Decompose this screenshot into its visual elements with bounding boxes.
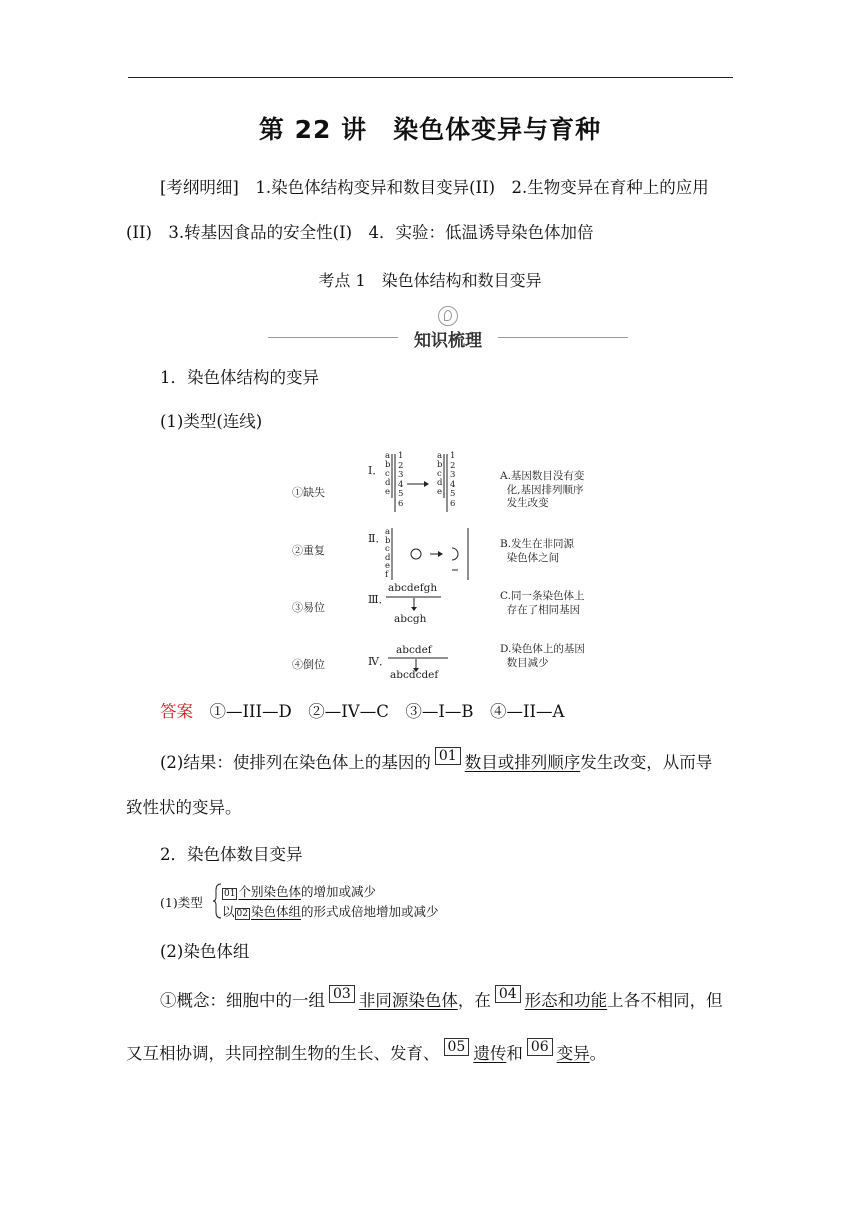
blank-number-01: 01 xyxy=(435,747,461,765)
s2-type-1-fill: 个别染色体 xyxy=(238,884,301,899)
roman-3: Ⅲ． xyxy=(368,593,390,606)
result-c: C.同一条染色体上 存在了相同基因 xyxy=(500,590,585,616)
answer-label: 答案 xyxy=(160,702,193,721)
type-deletion: ①缺失 xyxy=(292,486,325,499)
result-a: A.基因数目没有变 化,基因排列顺序 发生改变 xyxy=(500,470,585,509)
s2-types-label: (1)类型 xyxy=(160,895,203,910)
knowledge-divider xyxy=(268,306,628,354)
chromosome-pair-1 xyxy=(380,452,470,516)
seq-ii-letters: a b c d e f xyxy=(385,527,391,580)
roman-1: Ⅰ． xyxy=(368,464,384,477)
concept-end: 。 xyxy=(589,1044,607,1063)
arrow-down-icon xyxy=(386,596,446,612)
leaf-icon xyxy=(438,306,458,326)
concept-prefix: ①概念：细胞中的一组 xyxy=(160,991,325,1010)
type-duplication: ②重复 xyxy=(292,544,325,557)
concept-and: 和 xyxy=(506,1044,523,1063)
roman-2: Ⅱ． xyxy=(368,532,387,545)
s2-type-2-fill: 染色体组 xyxy=(250,904,301,919)
s1-result-fill: 数目或排列顺序 xyxy=(464,753,581,772)
type-translocation: ③易位 xyxy=(292,601,325,614)
answer-text: ①—III—D ②—IV—C ③—I—B ④—II—A xyxy=(209,702,565,721)
s2-types-block xyxy=(160,882,480,922)
syllabus-line-2: (II) 3.转基因食品的安全性(I) 4．实验：低温诱导染色体加倍 xyxy=(126,223,594,242)
blank-number-06: 06 xyxy=(527,1038,553,1056)
s2-type-2-prefix: 以 xyxy=(222,904,235,919)
concept-mid: ，在 xyxy=(457,991,491,1010)
blank-number-04: 04 xyxy=(495,985,521,1003)
syllabus-line-1: [考纲明细] 1.染色体结构变异和数目变异(II) 2.生物变异在育种上的应用 xyxy=(160,178,709,197)
seq-i-right-numbers: 1 2 3 4 5 6 xyxy=(450,451,456,509)
concept-fill-04: 形态和功能 xyxy=(524,991,608,1010)
s1-sub1: (1)类型(连线) xyxy=(160,412,263,431)
answer-line xyxy=(160,701,564,723)
s2-type-2-suffix: 的形式成倍地增加或减少 xyxy=(300,904,439,919)
header-rule xyxy=(128,77,733,78)
s1-result-suffix: 发生改变，从而导 xyxy=(580,753,713,772)
concept-fill-03: 非同源染色体 xyxy=(358,991,458,1010)
seq-i-left-letters: a b c d e xyxy=(385,451,391,497)
result-d: D.染色体上的基因 数目减少 xyxy=(500,643,585,669)
chromosome-pair-2 xyxy=(380,526,480,582)
blank-number-03: 03 xyxy=(329,985,355,1003)
s2-type-2 xyxy=(222,902,439,920)
seq-i-right-letters: a b c d e xyxy=(437,451,443,497)
page-title: 第 22 讲 染色体变异与育种 xyxy=(258,115,602,144)
concept-line2-prefix: 又互相协调，共同控制生物的生长、发育、 xyxy=(126,1044,440,1063)
s2-type-1 xyxy=(222,882,376,900)
knowledge-label: 知识梳理 xyxy=(414,331,482,351)
seq-i-left-numbers: 1 2 3 4 5 6 xyxy=(398,451,404,509)
s2-type-1-suffix: 的增加或减少 xyxy=(300,884,376,899)
blank-number-02: 02 xyxy=(236,909,248,919)
s1-result-prefix: (2)结果：使排列在染色体上的基因的 xyxy=(160,753,431,772)
s1-result-line-2: 致性状的变异。 xyxy=(126,798,242,817)
s2-sub2: (2)染色体组 xyxy=(160,942,250,961)
seq-iv-top: abcdef xyxy=(396,644,432,656)
roman-4: Ⅳ． xyxy=(368,655,390,668)
blank-number-01: 01 xyxy=(224,889,236,899)
divider-line-right xyxy=(498,337,628,338)
concept-line-1 xyxy=(160,986,723,1012)
concept-fill-06: 变异 xyxy=(556,1044,590,1063)
concept-fill-05: 遗传 xyxy=(473,1044,507,1063)
s1-result-line-1 xyxy=(160,748,713,774)
section-heading: 考点 1 染色体结构和数目变异 xyxy=(318,271,542,290)
s1-heading: 1．染色体结构的变异 xyxy=(160,368,319,387)
s2-heading: 2．染色体数目变异 xyxy=(160,845,303,864)
blank-number-05: 05 xyxy=(444,1038,470,1056)
seq-iii-top: abcdefgh xyxy=(388,582,438,594)
concept-line-2 xyxy=(126,1039,607,1065)
concept-suffix: 上各不相同，但 xyxy=(607,991,723,1010)
type-inversion: ④倒位 xyxy=(292,658,325,671)
seq-iii-bottom: abcgh xyxy=(394,613,427,625)
brace-icon xyxy=(212,883,222,919)
seq-iv-bottom: abcdcdef xyxy=(390,669,439,681)
result-b: B.发生在非同源 染色体之间 xyxy=(500,538,575,564)
divider-line-left xyxy=(268,337,398,338)
structure-variation-diagram xyxy=(280,448,620,688)
